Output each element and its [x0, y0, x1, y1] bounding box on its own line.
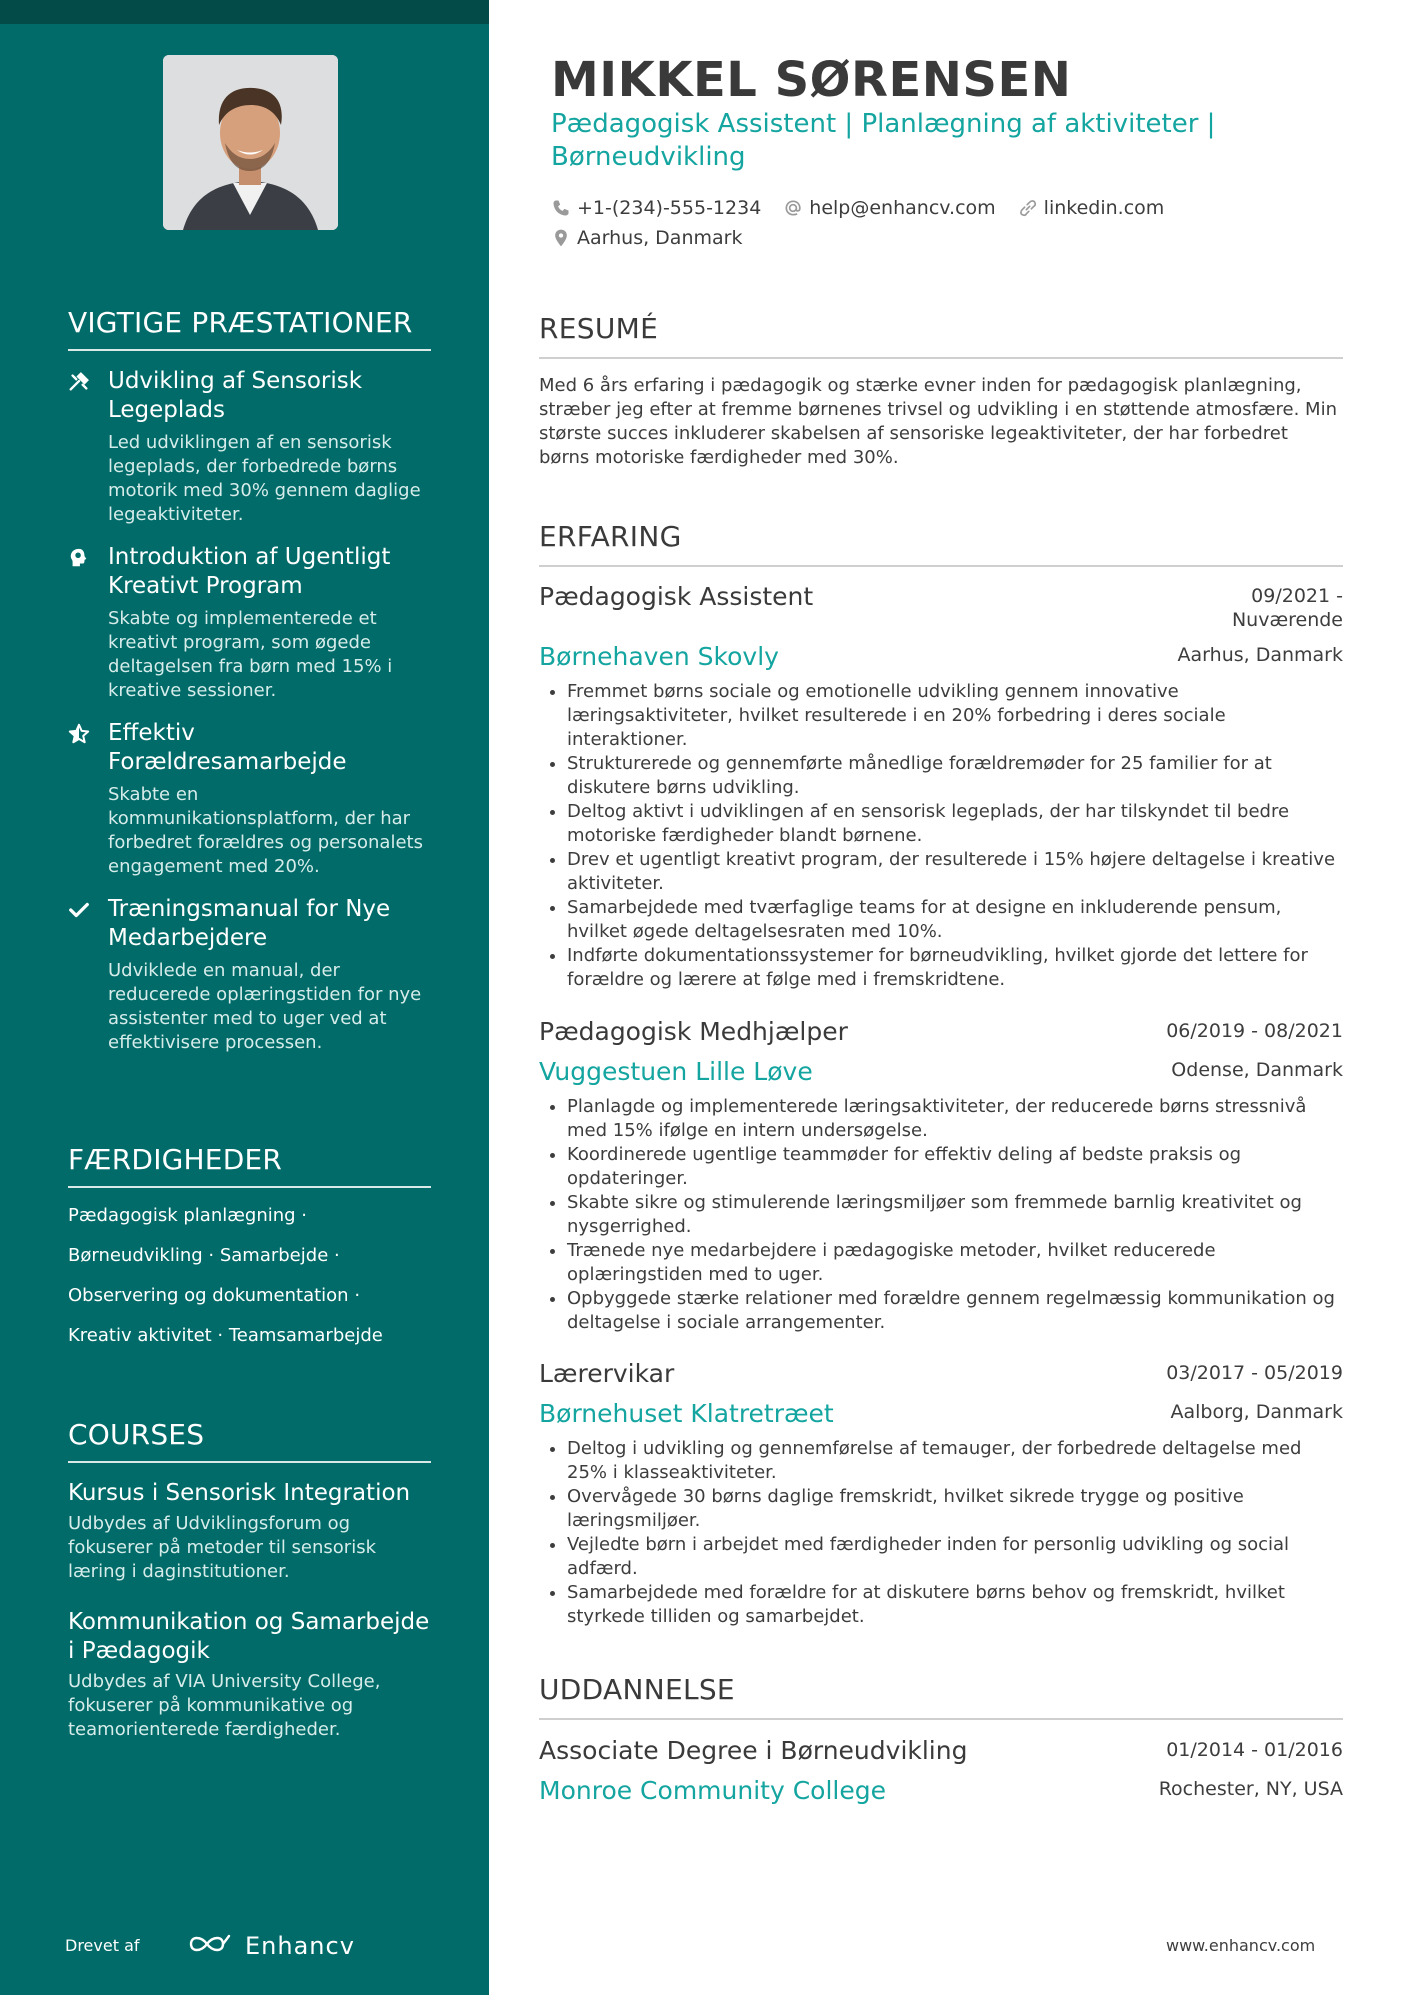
course-desc: Udbydes af Udviklingsforum og fokuserer på metoder til sensorisk læring i daginstitutioner.	[68, 1513, 376, 1582]
job-bullets	[539, 1095, 1343, 1335]
achievements-heading: VIGTIGE PRÆSTATIONER	[68, 306, 431, 351]
job-bullets	[539, 680, 1343, 992]
course-desc: Udbydes af VIA University College, fokuserer på kommunikative og teamorienterede færdigheder.	[68, 1671, 381, 1740]
achievement-desc: Led udviklingen af en sensorisk legeplads, der forbedrede børns motorik med 30% gennem daglige legeaktiviteter.	[108, 432, 421, 525]
powered-by-label: Drevet af	[65, 1936, 140, 1955]
job-date: 06/2019 - 08/2021	[1166, 1020, 1343, 1042]
enhancv-brand: Enhancv	[245, 1932, 355, 1960]
achievement-item	[68, 895, 431, 1055]
education-heading: UDDANNELSE	[539, 1673, 1343, 1720]
achievement-desc: Skabte en kommunikationsplatform, der har forbedret forældres og personalets engagement med 20%.	[108, 784, 423, 877]
job-bullet: • Koordinerede ugentlige teammøder for effektiv deling af bedste praksis og opdateringer.	[567, 1143, 1343, 1191]
achievement-title: Træningsmanual for Nye Medarbejdere	[108, 896, 391, 951]
job-bullet: • Samarbejdede med tværfaglige teams for at designe en inkluderende pensum, hvilket øgede deltagelsesraten med 10%.	[567, 896, 1343, 944]
contact-info	[551, 193, 1341, 253]
job-title: Pædagogisk Assistent	[539, 582, 814, 611]
job-entry	[539, 582, 1343, 992]
job-location: Aarhus, Danmark	[1177, 644, 1343, 666]
course-title: Kommunikation og Samarbejde i Pædagogik	[68, 1609, 430, 1664]
email-text: help@enhancv.com	[809, 197, 996, 219]
achievement-desc: Skabte og implementerede et kreativt program, som øgede deltagelsen fra børn med 15% i kreative sessioner.	[108, 608, 393, 701]
job-location: Aalborg, Danmark	[1170, 1401, 1343, 1423]
job-bullet: • Opbyggede stærke relationer med forældre gennem regelmæssig kommunikation og deltagelse i sociale arrangementer.	[567, 1287, 1343, 1335]
job-company: Børnehaven Skovly	[539, 642, 779, 671]
job-company: Børnehuset Klatretræet	[539, 1399, 834, 1428]
achievement-title: Udvikling af Sensorisk Legeplads	[108, 368, 363, 423]
headline: Pædagogisk Assistent | Planlægning af aktiviteter | Børneudvikling	[551, 109, 1216, 172]
skills-heading: FÆRDIGHEDER	[68, 1143, 431, 1188]
job-bullet: • Planlagde og implementerede læringsaktiviteter, der reducerede børns stressnivå med 15% ifølge en intern undersøgelse.	[567, 1095, 1343, 1143]
location-pin-icon	[551, 228, 571, 248]
experience-heading: ERFARING	[539, 520, 1343, 567]
job-company: Vuggestuen Lille Løve	[539, 1057, 813, 1086]
person-photo-icon	[163, 55, 338, 230]
school-location: Rochester, NY, USA	[1158, 1778, 1343, 1800]
degree-title: Associate Degree i Børneudvikling	[539, 1736, 968, 1765]
course-title: Kursus i Sensorisk Integration	[68, 1480, 411, 1506]
contact-location	[551, 227, 742, 249]
powered-by	[65, 1930, 425, 1970]
job-date	[1232, 584, 1343, 632]
achievement-title: Effektiv Forældresamarbejde	[108, 720, 347, 775]
sidebar	[0, 0, 489, 1995]
skill-line: Børneudvikling · Samarbejde ·	[68, 1245, 340, 1266]
contact-phone[interactable]	[551, 197, 761, 219]
job-entry	[539, 1017, 1343, 1335]
job-bullet: • Trænede nye medarbejdere i pædagogiske metoder, hvilket reducerede oplæringstiden med to uger.	[567, 1239, 1343, 1287]
job-bullets	[539, 1437, 1343, 1629]
job-bullet: • Deltog i udvikling og gennemførelse af temauger, der forbedrede deltagelse med 25% i klasseaktiviteter.	[567, 1437, 1343, 1485]
sidebar-top-strip	[0, 0, 489, 24]
phone-text: +1-(234)-555-1234	[577, 197, 762, 219]
job-bullet: • Strukturerede og gennemførte månedlige forældremøder for 25 familier for at diskutere børns udvikling.	[567, 752, 1343, 800]
job-bullet: • Drev et ugentligt kreativt program, der resulterede i 15% højere deltagelse i kreative aktiviteter.	[567, 848, 1343, 896]
education-entry	[539, 1736, 1343, 1810]
star-icon	[68, 723, 90, 745]
enhancv-logo[interactable]	[185, 1930, 355, 1962]
enhancv-logo-icon	[185, 1930, 235, 1958]
job-title: Lærervikar	[539, 1359, 675, 1388]
summary-heading: RESUMÉ	[539, 312, 1343, 359]
job-bullet: • Fremmet børns sociale og emotionelle udvikling gennem innovative læringsaktiviteter, hvilket resulterede i en 20% forbedring i deres sociale interaktioner.	[567, 680, 1343, 752]
job-bullet: • Vejledte børn i arbejdet med færdigheder inden for personlig udvikling og social adfærd.	[567, 1533, 1343, 1581]
link-icon	[1018, 198, 1038, 218]
achievements-section	[68, 306, 431, 1055]
contact-email[interactable]	[783, 197, 995, 219]
job-bullet: • Skabte sikre og stimulerende læringsmiljøer som fremmede barnlig kreativitet og nysgerrighed.	[567, 1191, 1343, 1239]
profile-photo	[163, 55, 338, 230]
courses-heading: COURSES	[68, 1418, 431, 1463]
courses-section	[68, 1418, 431, 1742]
at-icon	[783, 198, 803, 218]
achievement-item	[68, 719, 431, 879]
skill-line: Observering og dokumentation ·	[68, 1285, 361, 1306]
job-entry	[539, 1359, 1343, 1629]
achievement-title: Introduktion af Ugentligt Kreativt Program	[108, 544, 391, 599]
skills-section	[68, 1143, 431, 1348]
website-link[interactable]: www.enhancv.com	[1166, 1936, 1316, 1955]
summary-text: Med 6 års erfaring i pædagogik og stærke evner inden for pædagogisk planlægning, stræber jeg efter at fremme børnenes trivsel og udvikling i en støttende atmosfære. Min største succes inkluderer skabelsen af sensoriske legeaktiviteter, der har forbedret børns motoriske færdigheder med 30%.	[539, 375, 1337, 468]
course-item	[68, 1608, 431, 1742]
location-text: Aarhus, Danmark	[577, 227, 743, 249]
skill-line: Pædagogisk planlægning ·	[68, 1205, 308, 1226]
job-bullet: • Samarbejdede med forældre for at diskutere børns behov og fremskridt, hvilket styrkede tilliden og samarbejdet.	[567, 1581, 1343, 1629]
phone-icon	[551, 198, 571, 218]
job-date: 03/2017 - 05/2019	[1166, 1362, 1343, 1384]
linkedin-text: linkedin.com	[1043, 197, 1165, 219]
achievement-item	[68, 367, 431, 527]
job-bullet: • Indførte dokumentationssystemer for børneudvikling, hvilket gjorde det lettere for forældre og lærere at følge med i fremskridtene.	[567, 944, 1343, 992]
job-date-end: Nuværende	[1231, 609, 1343, 631]
achievement-item	[68, 543, 431, 703]
job-bullet: • Deltog aktivt i udviklingen af en sensorisk legeplads, der har tilskyndet til bedre motoriske færdigheder blandt børnene.	[567, 800, 1343, 848]
tools-icon	[68, 371, 90, 393]
brain-icon	[68, 547, 90, 569]
contact-linkedin[interactable]	[1018, 197, 1165, 219]
job-title: Pædagogisk Medhjælper	[539, 1017, 848, 1046]
job-bullet: • Overvågede 30 børns daglige fremskridt, hvilket sikrede trygge og positive læringsmiljøer.	[567, 1485, 1343, 1533]
school-name: Monroe Community College	[539, 1776, 886, 1805]
achievement-desc: Udviklede en manual, der reducerede oplæringstiden for nye assistenter med to uger ved at effektivisere processen.	[108, 960, 422, 1053]
candidate-name: MIKKEL SØRENSEN	[551, 52, 1072, 108]
education-date: 01/2014 - 01/2016	[1166, 1739, 1343, 1761]
check-icon	[68, 899, 90, 921]
skill-line: Kreativ aktivitet · Teamsamarbejde	[68, 1325, 383, 1346]
job-date-start: 09/2021 -	[1251, 585, 1343, 607]
course-item	[68, 1479, 431, 1584]
job-location: Odense, Danmark	[1171, 1059, 1343, 1081]
